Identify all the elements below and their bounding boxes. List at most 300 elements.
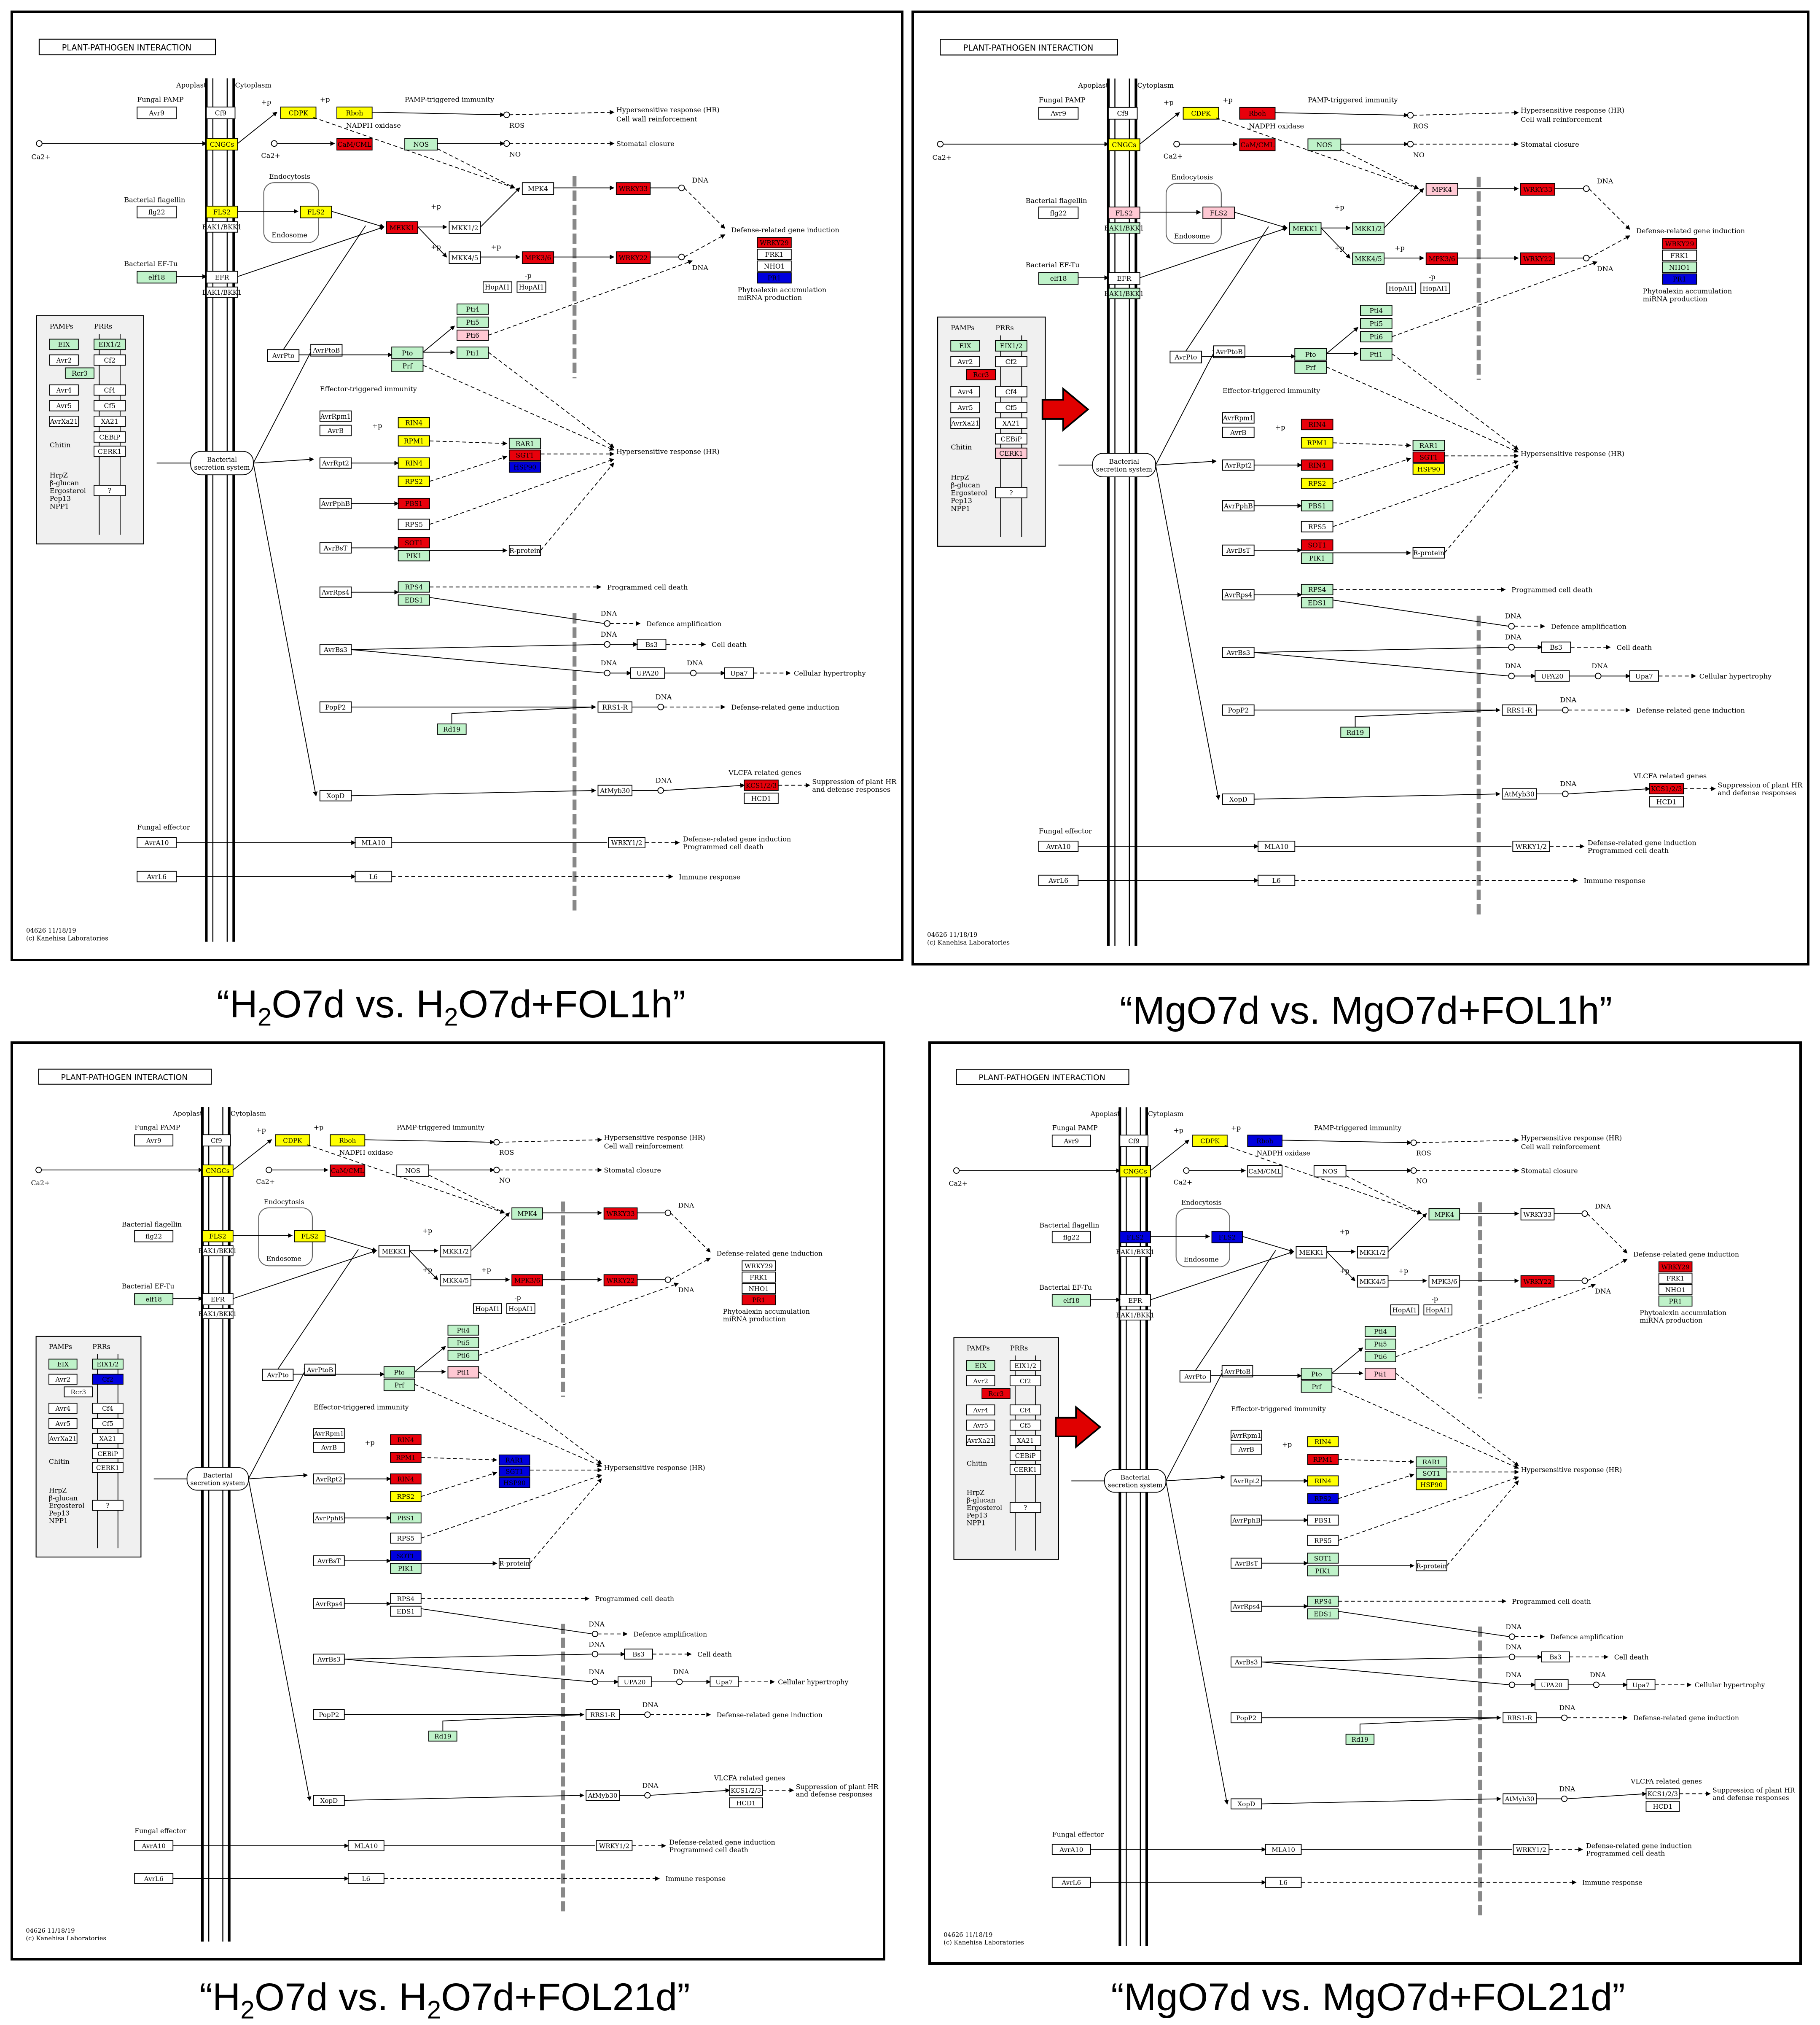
cerk1-node[interactable] [94, 446, 125, 457]
upa20-node[interactable] [1535, 1680, 1568, 1690]
popp2-node[interactable] [320, 702, 351, 713]
prf-node[interactable] [1301, 1381, 1332, 1392]
mpk36-node[interactable] [1426, 253, 1458, 265]
rd19-node[interactable] [1341, 727, 1370, 738]
wrky22-node[interactable] [1521, 253, 1555, 265]
hopai1b-node[interactable] [507, 1304, 535, 1314]
pti4-node[interactable] [457, 304, 488, 315]
avrbst-node[interactable] [320, 543, 351, 553]
mla10-node[interactable] [348, 1841, 384, 1851]
mla10-node[interactable] [1258, 841, 1295, 852]
l6-node[interactable] [348, 1874, 384, 1884]
upa20-node[interactable] [1535, 671, 1569, 681]
sgt1-node[interactable] [1413, 452, 1445, 463]
unknown-receptor-node[interactable] [94, 485, 125, 496]
avrxa21-node[interactable] [967, 1435, 995, 1445]
kcs-node[interactable] [744, 780, 778, 791]
cebip-node[interactable] [92, 1449, 123, 1459]
pti6-node[interactable] [457, 330, 488, 341]
bs3-node[interactable] [1542, 642, 1571, 653]
r-protein-node[interactable] [1416, 1561, 1447, 1571]
avrrpm1-node[interactable] [1223, 413, 1254, 423]
avrrpt2-node[interactable] [1223, 460, 1254, 471]
nos-node[interactable] [397, 1165, 429, 1176]
hopai1-node[interactable] [473, 1304, 502, 1314]
cf9-node[interactable] [202, 1135, 231, 1146]
rcr3-node[interactable] [982, 1388, 1010, 1398]
cf4-node[interactable] [995, 387, 1027, 397]
mla10-node[interactable] [1266, 1845, 1301, 1855]
rps2-node[interactable] [1308, 1493, 1339, 1503]
mpk4-node[interactable] [1426, 183, 1458, 195]
rin4b-node[interactable] [398, 458, 430, 468]
rar1-node[interactable] [1416, 1457, 1447, 1467]
l6-node[interactable] [355, 871, 392, 882]
mekk1-node[interactable] [1290, 223, 1321, 234]
wrky22-node[interactable] [616, 252, 651, 264]
cam-node[interactable] [1247, 1165, 1282, 1177]
rrs1r-node[interactable] [1502, 705, 1536, 715]
cf4-node[interactable] [94, 385, 125, 395]
rrs1r-node[interactable] [586, 1710, 619, 1720]
avr5-node[interactable] [49, 1418, 77, 1428]
cf5-node[interactable] [92, 1418, 123, 1428]
upa20-node[interactable] [631, 668, 665, 678]
avrb-node[interactable] [320, 425, 351, 436]
avrpphb-node[interactable] [1231, 1515, 1262, 1525]
rar1-node[interactable] [499, 1455, 530, 1465]
xa21-node[interactable] [92, 1433, 123, 1444]
cdpk-node[interactable] [1183, 108, 1219, 119]
unknown-receptor-node[interactable] [995, 487, 1027, 498]
pr1-node[interactable] [742, 1295, 775, 1305]
hsp90-node[interactable] [509, 462, 540, 472]
eds1-node[interactable] [1301, 597, 1333, 608]
atmyb30-node[interactable] [586, 1790, 619, 1800]
mkk45-node[interactable] [440, 1275, 471, 1286]
mpk4-node[interactable] [512, 1208, 543, 1219]
mekk1-node[interactable] [387, 222, 418, 234]
wrky33-node[interactable] [616, 183, 651, 194]
wrky29-node[interactable] [757, 237, 791, 248]
pti6-node[interactable] [448, 1350, 479, 1361]
avrrps4-node[interactable] [1231, 1601, 1262, 1611]
pti5-node[interactable] [448, 1338, 479, 1348]
nho1-node[interactable] [1662, 262, 1696, 272]
elf18-node[interactable] [137, 272, 176, 283]
bak1b-node[interactable] [1104, 288, 1144, 299]
avr9-node[interactable] [1052, 1135, 1091, 1146]
hopai1-node[interactable] [1391, 1305, 1419, 1315]
hopai1b-node[interactable] [1421, 283, 1450, 293]
xopd-node[interactable] [314, 1795, 344, 1805]
sgt1-node[interactable] [1416, 1468, 1447, 1478]
cf2-node[interactable] [92, 1374, 123, 1384]
pto-node[interactable] [392, 347, 423, 359]
kcs-node[interactable] [1646, 1788, 1679, 1799]
r-protein-node[interactable] [1413, 548, 1445, 558]
cf4-node[interactable] [1010, 1405, 1041, 1415]
mkk12-node[interactable] [449, 222, 480, 234]
fls2-node[interactable] [206, 206, 237, 218]
avra10-node[interactable] [137, 837, 176, 848]
avrbst-node[interactable] [1231, 1558, 1262, 1568]
avr2-node[interactable] [951, 356, 980, 367]
avrrps4-node[interactable] [1223, 589, 1254, 600]
avrrpm1-node[interactable] [314, 1428, 344, 1439]
rd19-node[interactable] [429, 1731, 457, 1741]
fls2b-node[interactable] [294, 1231, 325, 1242]
cf5-node[interactable] [1010, 1420, 1041, 1430]
avr2-node[interactable] [49, 1374, 77, 1384]
hcd1-node[interactable] [1646, 1801, 1679, 1811]
wrky29-node[interactable] [742, 1261, 775, 1271]
rpm1-node[interactable] [1301, 438, 1333, 448]
l6-node[interactable] [1266, 1877, 1301, 1888]
wrky33-node[interactable] [1521, 183, 1555, 195]
rps2-node[interactable] [390, 1492, 421, 1502]
upa7-node[interactable] [725, 668, 753, 678]
rin4a-node[interactable] [1308, 1436, 1339, 1447]
rps4-node[interactable] [390, 1594, 421, 1604]
pti4-node[interactable] [1360, 305, 1392, 316]
avrrpt2-node[interactable] [320, 458, 351, 468]
wrky12-node[interactable] [1513, 1845, 1549, 1855]
rboh-node[interactable] [1247, 1135, 1282, 1146]
eix12-node[interactable] [995, 341, 1027, 351]
atmyb30-node[interactable] [1502, 789, 1536, 799]
avrl6-node[interactable] [137, 871, 176, 882]
pti1-node[interactable] [457, 347, 488, 359]
avrptob-node[interactable] [305, 1364, 336, 1376]
pik1-node[interactable] [390, 1563, 421, 1573]
eix-node[interactable] [50, 339, 78, 350]
rrs1r-node[interactable] [1503, 1713, 1536, 1723]
wrky22-node[interactable] [604, 1275, 637, 1286]
upa7-node[interactable] [1630, 671, 1659, 681]
cdpk-node[interactable] [1193, 1135, 1227, 1146]
flg22-node[interactable] [1039, 207, 1078, 219]
pbs1-node[interactable] [390, 1513, 421, 1523]
bs3-node[interactable] [624, 1649, 653, 1659]
rps5-node[interactable] [1301, 522, 1333, 532]
avrpphb-node[interactable] [320, 498, 351, 509]
cebip-node[interactable] [1010, 1450, 1041, 1460]
rps4-node[interactable] [398, 582, 430, 592]
rcr3-node[interactable] [65, 368, 94, 379]
avra10-node[interactable] [1039, 841, 1078, 852]
eix12-node[interactable] [94, 339, 125, 350]
elf18-node[interactable] [1052, 1295, 1091, 1306]
wrky33-node[interactable] [1521, 1209, 1554, 1220]
flg22-node[interactable] [134, 1231, 173, 1242]
fls2-node[interactable] [1108, 207, 1140, 219]
cerk1-node[interactable] [995, 448, 1027, 459]
avr5-node[interactable] [967, 1420, 995, 1430]
eix-node[interactable] [951, 341, 980, 351]
cf2-node[interactable] [94, 355, 125, 366]
mpk36-node[interactable] [512, 1275, 543, 1286]
l6-node[interactable] [1258, 875, 1295, 886]
avrb-node[interactable] [1231, 1444, 1262, 1454]
unknown-receptor-node[interactable] [1010, 1502, 1041, 1512]
mkk12-node[interactable] [440, 1245, 471, 1257]
avrrps4-node[interactable] [314, 1599, 344, 1609]
pik1-node[interactable] [398, 551, 430, 561]
rps5-node[interactable] [390, 1533, 421, 1543]
xa21-node[interactable] [94, 416, 125, 427]
avrpphb-node[interactable] [1223, 500, 1254, 511]
avrpto-node[interactable] [268, 350, 299, 361]
pti6-node[interactable] [1360, 331, 1392, 342]
avr4-node[interactable] [50, 385, 78, 395]
cdpk-node[interactable] [281, 107, 316, 119]
hopai1-node[interactable] [483, 282, 512, 292]
upa7-node[interactable] [1627, 1680, 1655, 1690]
cam-node[interactable] [330, 1165, 365, 1176]
sot1-node[interactable] [398, 538, 430, 548]
cebip-node[interactable] [94, 432, 125, 442]
mla10-node[interactable] [355, 837, 392, 848]
hsp90-node[interactable] [1413, 464, 1445, 474]
eix12-node[interactable] [92, 1359, 123, 1369]
frk1-node[interactable] [742, 1272, 775, 1282]
avra10-node[interactable] [134, 1841, 173, 1851]
avrb-node[interactable] [314, 1442, 344, 1452]
avrpto-node[interactable] [1170, 351, 1202, 363]
rrs1r-node[interactable] [598, 702, 632, 713]
popp2-node[interactable] [314, 1710, 344, 1720]
pr1-node[interactable] [757, 273, 791, 283]
efr-node[interactable] [1108, 272, 1140, 284]
avrbs3-node[interactable] [1223, 647, 1254, 658]
wrky29-node[interactable] [1659, 1262, 1692, 1272]
nho1-node[interactable] [757, 261, 791, 272]
cf5-node[interactable] [94, 401, 125, 411]
mekk1-node[interactable] [1296, 1247, 1327, 1258]
mkk45-node[interactable] [1358, 1276, 1388, 1287]
rpm1-node[interactable] [1308, 1454, 1339, 1464]
pti1-node[interactable] [1365, 1368, 1396, 1380]
hopai1b-node[interactable] [1424, 1305, 1452, 1315]
rcr3-node[interactable] [64, 1387, 92, 1397]
bak1b-node[interactable] [199, 1309, 237, 1319]
avrrpm1-node[interactable] [320, 411, 352, 422]
pti5-node[interactable] [457, 317, 488, 328]
fls2b-node[interactable] [300, 206, 331, 218]
nos-node[interactable] [1314, 1165, 1346, 1177]
nho1-node[interactable] [1659, 1285, 1692, 1295]
pto-node[interactable] [1301, 1368, 1332, 1380]
r-protein-node[interactable] [499, 1558, 530, 1568]
mkk12-node[interactable] [1352, 223, 1384, 234]
avr4-node[interactable] [951, 387, 980, 397]
sgt1-node[interactable] [509, 450, 540, 460]
pto-node[interactable] [1295, 349, 1326, 360]
sgt1-node[interactable] [499, 1466, 530, 1476]
mekk1-node[interactable] [379, 1245, 410, 1257]
avr5-node[interactable] [50, 401, 78, 411]
avrbst-node[interactable] [1223, 545, 1254, 556]
rin4b-node[interactable] [1308, 1476, 1339, 1486]
avrpphb-node[interactable] [314, 1513, 344, 1523]
flg22-node[interactable] [1052, 1232, 1091, 1243]
avr2-node[interactable] [967, 1376, 995, 1386]
eds1-node[interactable] [390, 1606, 421, 1616]
mkk45-node[interactable] [1352, 253, 1384, 265]
pti5-node[interactable] [1360, 318, 1392, 329]
fls2b-node[interactable] [1203, 207, 1234, 219]
prf-node[interactable] [392, 360, 423, 372]
wrky12-node[interactable] [608, 837, 645, 848]
xa21-node[interactable] [995, 418, 1027, 428]
avra10-node[interactable] [1052, 1845, 1091, 1855]
pbs1-node[interactable] [1301, 500, 1333, 511]
rin4b-node[interactable] [390, 1474, 421, 1484]
pbs1-node[interactable] [1308, 1515, 1339, 1525]
nos-node[interactable] [405, 138, 437, 150]
rin4a-node[interactable] [398, 417, 430, 428]
bak1-node[interactable] [202, 222, 242, 232]
efr-node[interactable] [202, 1294, 233, 1305]
cerk1-node[interactable] [1010, 1464, 1041, 1474]
avrrpt2-node[interactable] [314, 1474, 344, 1484]
hopai1-node[interactable] [1387, 283, 1416, 293]
avrxa21-node[interactable] [951, 418, 980, 428]
cebip-node[interactable] [995, 434, 1027, 444]
wrky22-node[interactable] [1521, 1276, 1554, 1287]
unknown-receptor-node[interactable] [92, 1501, 123, 1511]
cf4-node[interactable] [92, 1403, 123, 1413]
avrb-node[interactable] [1223, 427, 1254, 438]
cngcs-node[interactable] [1108, 139, 1140, 151]
atmyb30-node[interactable] [598, 785, 632, 796]
cf5-node[interactable] [995, 402, 1027, 413]
pik1-node[interactable] [1308, 1566, 1339, 1576]
nho1-node[interactable] [742, 1283, 775, 1294]
flg22-node[interactable] [137, 206, 176, 218]
hopai1b-node[interactable] [517, 282, 546, 292]
avrbs3-node[interactable] [1231, 1657, 1262, 1667]
rps5-node[interactable] [398, 519, 430, 530]
avrxa21-node[interactable] [49, 1433, 77, 1444]
bak1-node[interactable] [1104, 223, 1144, 233]
r-protein-node[interactable] [509, 545, 540, 556]
bs3-node[interactable] [1541, 1652, 1570, 1662]
cf2-node[interactable] [1010, 1376, 1041, 1386]
pti5-node[interactable] [1365, 1339, 1396, 1349]
popp2-node[interactable] [1223, 705, 1254, 715]
avrpto-node[interactable] [1180, 1371, 1211, 1382]
mkk12-node[interactable] [1358, 1247, 1388, 1258]
cf2-node[interactable] [995, 356, 1027, 367]
pto-node[interactable] [384, 1367, 415, 1378]
rpm1-node[interactable] [390, 1452, 421, 1463]
bak1-node[interactable] [1116, 1247, 1154, 1257]
bak1b-node[interactable] [202, 287, 242, 298]
rar1-node[interactable] [1413, 440, 1445, 451]
bak1-node[interactable] [199, 1245, 237, 1256]
mpk36-node[interactable] [1429, 1276, 1460, 1287]
cdpk-node[interactable] [275, 1135, 310, 1146]
cf9-node[interactable] [206, 107, 235, 119]
avrrpm1-node[interactable] [1231, 1430, 1262, 1440]
cam-node[interactable] [337, 138, 372, 150]
elf18-node[interactable] [1039, 272, 1078, 284]
elf18-node[interactable] [134, 1294, 173, 1305]
upa7-node[interactable] [710, 1677, 738, 1687]
hsp90-node[interactable] [1416, 1479, 1447, 1490]
wrky12-node[interactable] [1513, 841, 1549, 852]
rin4a-node[interactable] [390, 1435, 421, 1445]
avrbst-node[interactable] [314, 1556, 344, 1566]
pik1-node[interactable] [1301, 553, 1333, 563]
avrptob-node[interactable] [1222, 1366, 1253, 1377]
eds1-node[interactable] [1308, 1609, 1339, 1619]
avrrps4-node[interactable] [320, 587, 351, 597]
kcs-node[interactable] [1649, 783, 1683, 794]
pti4-node[interactable] [448, 1325, 479, 1335]
frk1-node[interactable] [1662, 250, 1696, 261]
avrl6-node[interactable] [1039, 875, 1078, 886]
wrky29-node[interactable] [1662, 239, 1696, 249]
xopd-node[interactable] [1231, 1799, 1262, 1809]
bs3-node[interactable] [637, 639, 666, 650]
pr1-node[interactable] [1659, 1296, 1692, 1306]
pti6-node[interactable] [1365, 1352, 1396, 1362]
rboh-node[interactable] [1239, 108, 1275, 119]
sot1-node[interactable] [1301, 540, 1333, 550]
pti1-node[interactable] [448, 1367, 479, 1378]
cam-node[interactable] [1239, 139, 1275, 151]
mpk4-node[interactable] [522, 183, 554, 194]
xopd-node[interactable] [1223, 794, 1254, 804]
avrptob-node[interactable] [311, 344, 342, 356]
mkk45-node[interactable] [449, 252, 480, 264]
cngcs-node[interactable] [202, 1165, 233, 1176]
eix-node[interactable] [967, 1361, 995, 1371]
cerk1-node[interactable] [92, 1463, 123, 1473]
rps2-node[interactable] [1301, 478, 1333, 489]
rps4-node[interactable] [1301, 584, 1333, 595]
avr9-node[interactable] [134, 1135, 173, 1146]
rd19-node[interactable] [438, 724, 466, 734]
rin4a-node[interactable] [1301, 419, 1333, 430]
rd19-node[interactable] [1346, 1734, 1374, 1744]
sot1-node[interactable] [390, 1551, 421, 1561]
mpk4-node[interactable] [1429, 1209, 1460, 1220]
avr2-node[interactable] [50, 355, 78, 366]
fls2-node[interactable] [202, 1231, 233, 1242]
bak1b-node[interactable] [1116, 1310, 1154, 1320]
hcd1-node[interactable] [1649, 796, 1683, 807]
xa21-node[interactable] [1010, 1435, 1041, 1445]
popp2-node[interactable] [1231, 1713, 1262, 1723]
rin4b-node[interactable] [1301, 460, 1333, 471]
avr4-node[interactable] [49, 1403, 77, 1413]
efr-node[interactable] [1120, 1295, 1151, 1306]
avrbs3-node[interactable] [314, 1654, 344, 1664]
avrl6-node[interactable] [134, 1874, 173, 1884]
hcd1-node[interactable] [744, 793, 778, 804]
eix12-node[interactable] [1010, 1361, 1041, 1371]
kcs-node[interactable] [729, 1785, 763, 1795]
avrxa21-node[interactable] [49, 416, 78, 427]
pr1-node[interactable] [1662, 274, 1696, 284]
avr5-node[interactable] [951, 402, 980, 413]
wrky33-node[interactable] [604, 1208, 637, 1219]
pbs1-node[interactable] [398, 498, 430, 509]
